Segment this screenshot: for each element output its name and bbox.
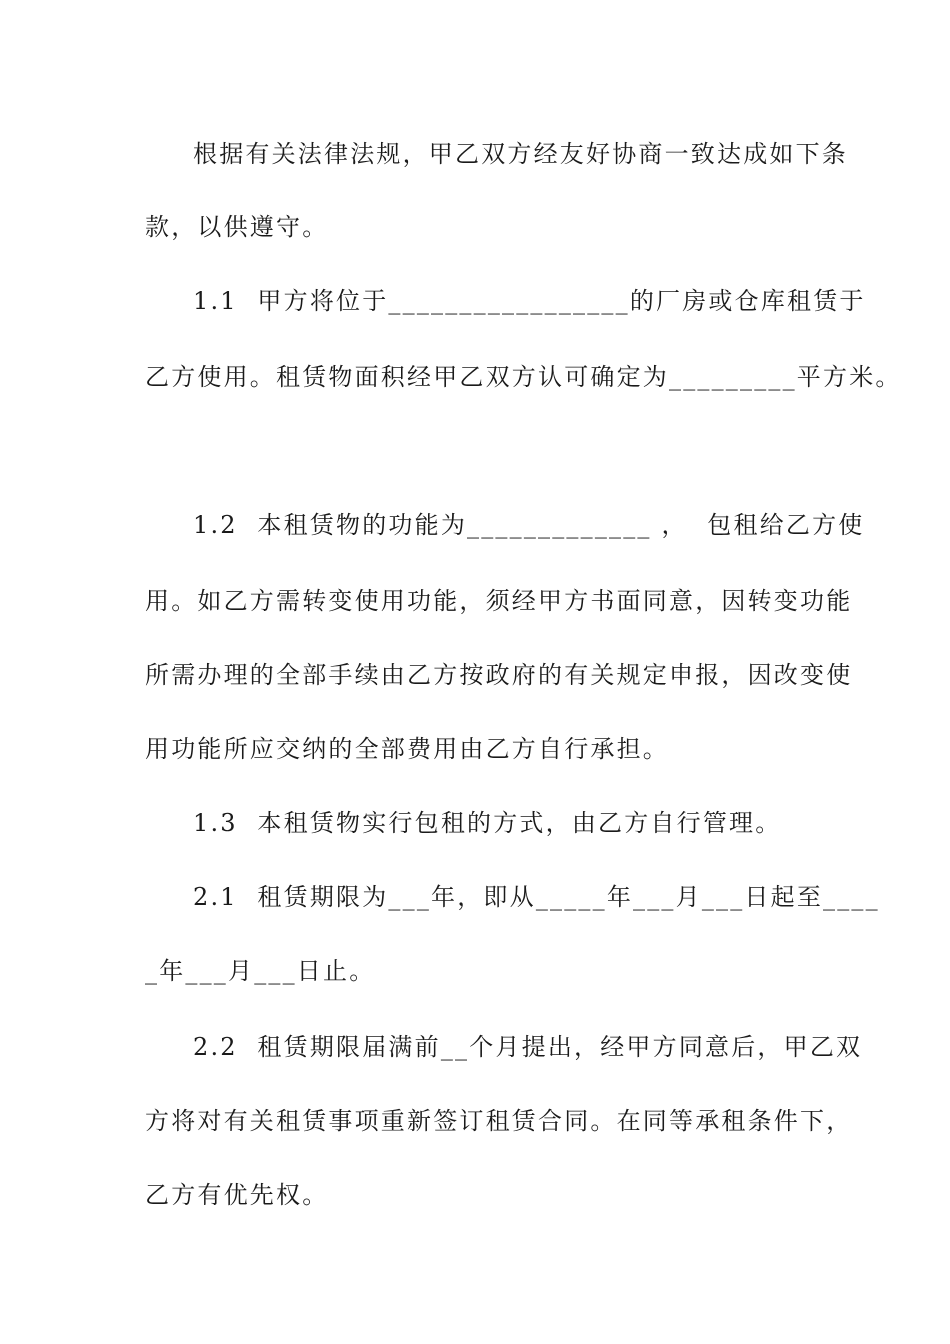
clause-1-1-line-1: 1.1 甲方将位于_________________的厂房或仓库租赁于 — [193, 287, 866, 315]
clause-1-2-line-2: 用。如乙方需转变使用功能，须经甲方书面同意，因转变功能 — [145, 587, 853, 615]
clause-1-3-line-1: 1.3 本租赁物实行包租的方式，由乙方自行管理。 — [193, 809, 782, 837]
clause-2-1-line-2: _年___月___日止。 — [145, 957, 376, 985]
clause-1-2-line-1: 1.2 本租赁物的功能为_____________ ， 包租给乙方使 — [193, 511, 865, 539]
clause-1-2-line-3: 所需办理的全部手续由乙方按政府的有关规定申报，因改变使 — [145, 661, 853, 689]
clause-2-2-line-3: 乙方有优先权。 — [145, 1181, 329, 1209]
clause-1-1-line-2: 乙方使用。租赁物面积经甲乙双方认可确定为_________平方米。 — [145, 363, 902, 391]
clause-1-2-line-4: 用功能所应交纳的全部费用由乙方自行承担。 — [145, 735, 669, 763]
clause-2-1-line-1: 2.1 租赁期限为___年，即从_____年___月___日起至____ — [193, 883, 880, 911]
paragraph-intro-line-2: 款，以供遵守。 — [145, 213, 329, 241]
clause-2-2-line-2: 方将对有关租赁事项重新签订租赁合同。在同等承租条件下， — [145, 1107, 853, 1135]
clause-2-2-line-1: 2.2 租赁期限届满前__个月提出，经甲方同意后，甲乙双 — [193, 1033, 863, 1061]
paragraph-intro-line-1: 根据有关法律法规，甲乙双方经友好协商一致达成如下条 — [193, 140, 848, 168]
